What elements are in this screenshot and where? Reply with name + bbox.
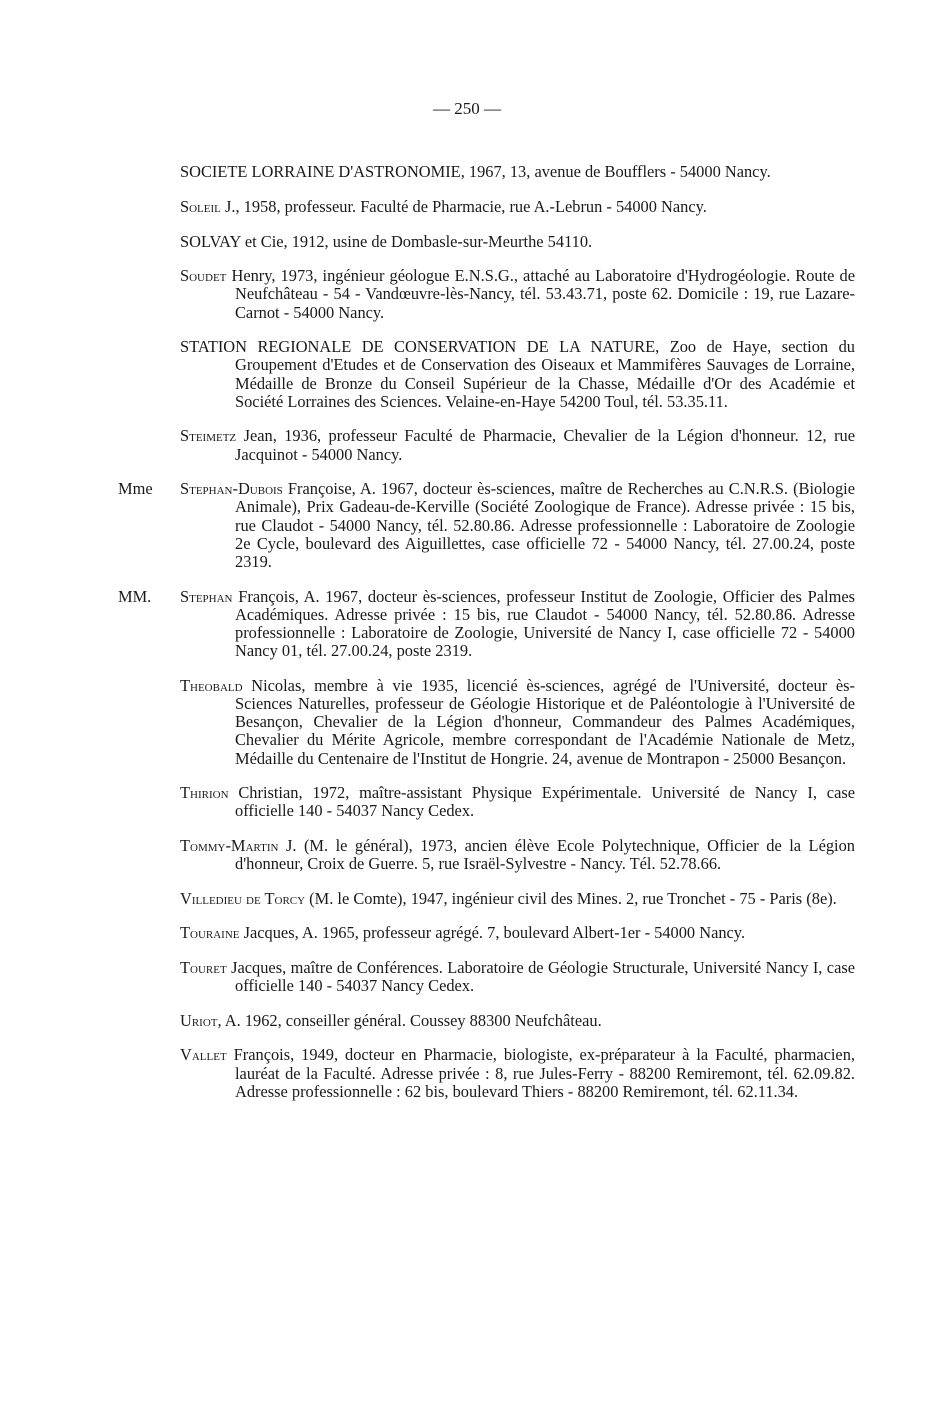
list-item	[180, 677, 855, 768]
entry-name: Stephan-Dubois	[180, 479, 283, 499]
entry-name: Tommy-Martin	[180, 835, 279, 855]
list-item	[180, 1046, 855, 1101]
entry-name: Touraine	[180, 923, 240, 943]
entry-name: Soleil	[180, 196, 221, 216]
entry-text: , Zoo de Haye, section du Groupement d'Etudes et de Conservation des Oiseaux et Mammifères Sauvages de Lorraine, Médaille de Bronze du Conseil Supérieur de la Chasse, Médaille d'Or des Académie et Société Lorraines des Sciences. Velaine-en-Haye 54200 Toul, tél. 53.35.11.	[235, 337, 855, 411]
list-item	[180, 163, 855, 181]
entry-text: Nicolas, membre à vie 1935, licencié ès-sciences, agrégé de l'Université, docteur ès-Sciences Naturelles, professeur de Géologie Historique et de Paléontologie à l'Université de Besançon, Chevalier de la Légion d'honneur, Commandeur des Palmes Académiques, Chevalier du Mérite Agricole, membre correspondant de l'Académie Nationale de Metz, Médaille du Centenaire de l'Institut de Hongrie. 24, avenue de Montrapon - 25000 Besançon.	[235, 675, 855, 768]
list-item	[180, 267, 855, 322]
list-item	[180, 427, 855, 463]
entry-text: , A. 1962, conseiller général. Coussey 88300 Neufchâteau.	[217, 1010, 602, 1030]
list-item	[180, 233, 855, 251]
entry-name: SOCIETE LORRAINE D'ASTRONOMIE	[180, 162, 461, 182]
entry-text: Jacques, maître de Conférences. Laboratoire de Géologie Structurale, Université Nancy I, case officielle 140 - 54037 Nancy Cedex.	[226, 957, 855, 996]
entry-name: Vallet	[180, 1045, 227, 1065]
entry-text: Henry, 1973, ingénieur géologue E.N.S.G., attaché au Laboratoire d'Hydrogéologie. Route de Neufchâteau - 54 - Vandœuvre-lès-Nancy, tél. 53.43.71, poste 62. Domicile : 19, rue Lazare-Carnot - 54000 Nancy.	[226, 266, 855, 322]
list-item	[118, 586, 855, 661]
entry-name: Villedieu de Torcy	[180, 888, 306, 908]
entry-name: Soudet	[180, 266, 227, 286]
list-item	[180, 338, 855, 411]
entry-text: Jean, 1936, professeur Faculté de Pharmacie, Chevalier de la Légion d'honneur. 12, rue Jacquinot - 54000 Nancy.	[235, 426, 855, 464]
entry-text: , 1967, 13, avenue de Boufflers - 54000 Nancy.	[460, 162, 771, 182]
list-item	[180, 837, 855, 873]
list-item	[180, 1012, 855, 1030]
entry-name: SOLVAY	[180, 231, 241, 251]
entry-name: Uriot	[180, 1010, 218, 1030]
list-item	[180, 198, 855, 216]
entry-prefix: Mme	[118, 479, 153, 499]
list-item	[180, 959, 855, 995]
entry-text: François, 1949, docteur en Pharmacie, biologiste, ex-préparateur à la Faculté, pharmacien, lauréat de la Faculté. Adresse privée : 8, rue Jules-Ferry - 88200 Remiremont, tél. 62.09.82. Adresse professionnelle : 62 bis, boulevard Thiers - 88200 Remiremont, tél. 62.11.34.	[226, 1045, 855, 1101]
page-number: — 250 —	[433, 99, 501, 118]
entry-text: (M. le Comte), 1947, ingénieur civil des Mines. 2, rue Tronchet - 75 - Paris (8e).	[305, 888, 837, 908]
list-item	[180, 784, 855, 820]
list-item	[180, 924, 855, 942]
entry-text: François, A. 1967, docteur ès-sciences, professeur Institut de Zoologie, Officier des Palmes Académiques. Adresse privée : 15 bis, rue Claudot - 54000 Nancy, tél. 52.80.86. Adresse professionnelle : Laboratoire de Zoologie, Université de Nancy I, case officielle 72 - 54000 Nancy 01, tél. 27.00.24, poste 2319.	[232, 586, 855, 661]
entry-text: Jacques, A. 1965, professeur agrégé. 7, boulevard Albert-1er - 54000 Nancy.	[239, 923, 746, 943]
entry-name: Thirion	[180, 783, 229, 803]
list-item	[180, 890, 855, 908]
entry-text: J. (M. le général), 1973, ancien élève Ecole Polytechnique, Officier de la Légion d'honneur, Croix de Guerre. 5, rue Israël-Sylvestre - Nancy. Tél. 52.78.66.	[235, 835, 855, 874]
entry-name: Steimetz	[180, 426, 237, 446]
entry-name: Theobald	[180, 675, 243, 695]
entry-prefix: MM.	[118, 586, 152, 606]
entry-text: Christian, 1972, maître-assistant Physique Expérimentale. Université de Nancy I, case officielle 140 - 54037 Nancy Cedex.	[228, 783, 855, 821]
entry-text: J., 1958, professeur. Faculté de Pharmacie, rue A.-Lebrun - 54000 Nancy.	[220, 196, 707, 216]
entry-name: STATION REGIONALE DE CONSERVATION DE LA NATURE	[180, 337, 656, 357]
entry-text: et Cie, 1912, usine de Dombasle-sur-Meurthe 54110.	[240, 231, 593, 251]
entry-text: Françoise, A. 1967, docteur ès-sciences, maître de Recherches au C.N.R.S. (Biologie Animale), Prix Gadeau-de-Kerville (Société Zoologique de France). Adresse privée : 15 bis, rue Claudot - 54000 Nancy, tél. 52.80.86. Adresse professionnelle : Laboratoire de Zoologie 2e Cycle, boulevard des Aiguillettes, case officielle 72 - 54000 Nancy, tél. 27.00.24, poste 2319.	[235, 479, 855, 571]
entry-name: Stephan	[180, 586, 233, 606]
list-item	[118, 479, 855, 571]
member-list	[0, 147, 934, 1109]
entry-name: Touret	[180, 957, 227, 977]
